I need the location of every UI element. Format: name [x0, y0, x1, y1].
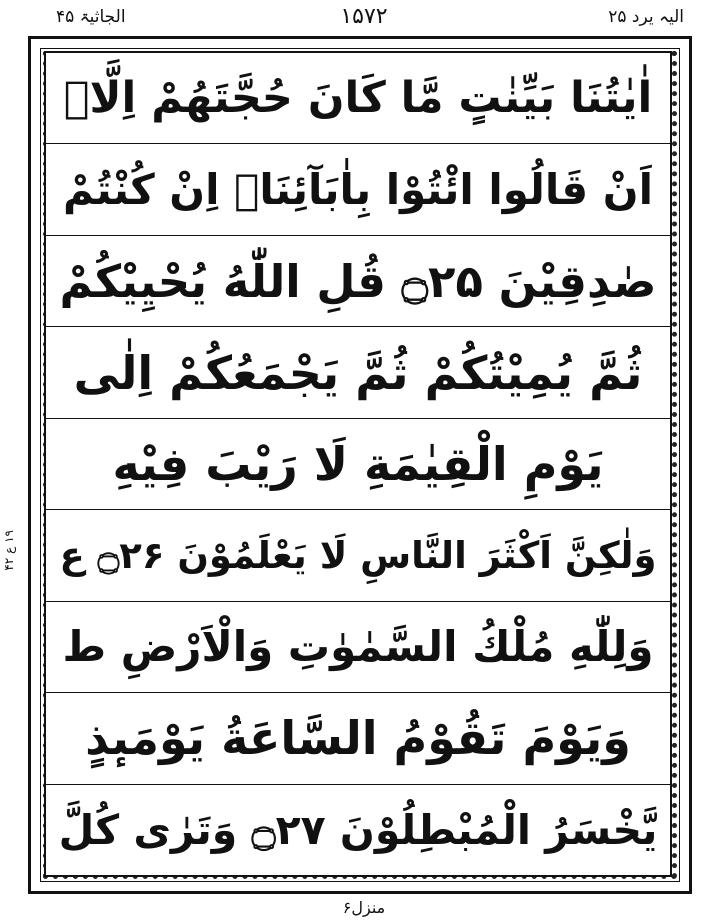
text-line: [46, 510, 670, 601]
line-5: یَوْمِ الْقِیٰمَةِ لَا رَیْبَ فِیْهِ: [112, 436, 604, 491]
line-4: ثُمَّ یُمِیْتُكُمْ ثُمَّ یَجْمَعُكُمْ اِلٰى: [73, 345, 643, 400]
quran-text-box: [44, 51, 672, 877]
text-line: [46, 53, 670, 144]
text-line: [46, 693, 670, 784]
header-surah: الجاثیۃ ۴۵: [56, 7, 126, 27]
ruku-marker: ۱۹ ع ۴۲: [2, 530, 16, 571]
line-1: اٰیٰتُنَا بَیِّنٰتٍ مَّا كَانَ حُجَّتَهُمْ اِلَّاۤ: [63, 73, 653, 124]
line-6: وَلٰكِنَّ اَكْثَرَ النَّاسِ لَا یَعْلَمُوْنَ ۝۲۶ ع: [59, 533, 657, 577]
manzil-label: منزل۶: [342, 898, 386, 917]
text-line: [46, 144, 670, 235]
text-line: [46, 602, 670, 693]
line-3: صٰدِقِیْنَ ۝۲۵ قُلِ اللّٰهُ یُحْیِیْكُمْ: [59, 254, 657, 308]
line-2: اَنْ قَالُوا ائْتُوْا بِاٰبَآئِنَاۤ اِنْ كُنْتُمْ: [62, 165, 654, 215]
text-line: [46, 236, 670, 327]
page-number: ۱۵۷۲: [340, 4, 388, 29]
text-line: [46, 785, 670, 875]
text-line: [46, 327, 670, 418]
header-juz: الیہ یرد ۲۵: [608, 7, 684, 27]
line-7: وَلِلّٰهِ مُلْكُ السَّمٰوٰتِ وَالْاَرْضِ ط: [62, 622, 654, 672]
line-8: وَیَوْمَ تَقُوْمُ السَّاعَةُ یَوْمَىٕذٍ: [85, 711, 631, 766]
line-9: یَّخْسَرُ الْمُبْطِلُوْنَ ۝۲۷ وَتَرٰى كُلَّ: [58, 805, 658, 854]
text-line: [46, 419, 670, 510]
